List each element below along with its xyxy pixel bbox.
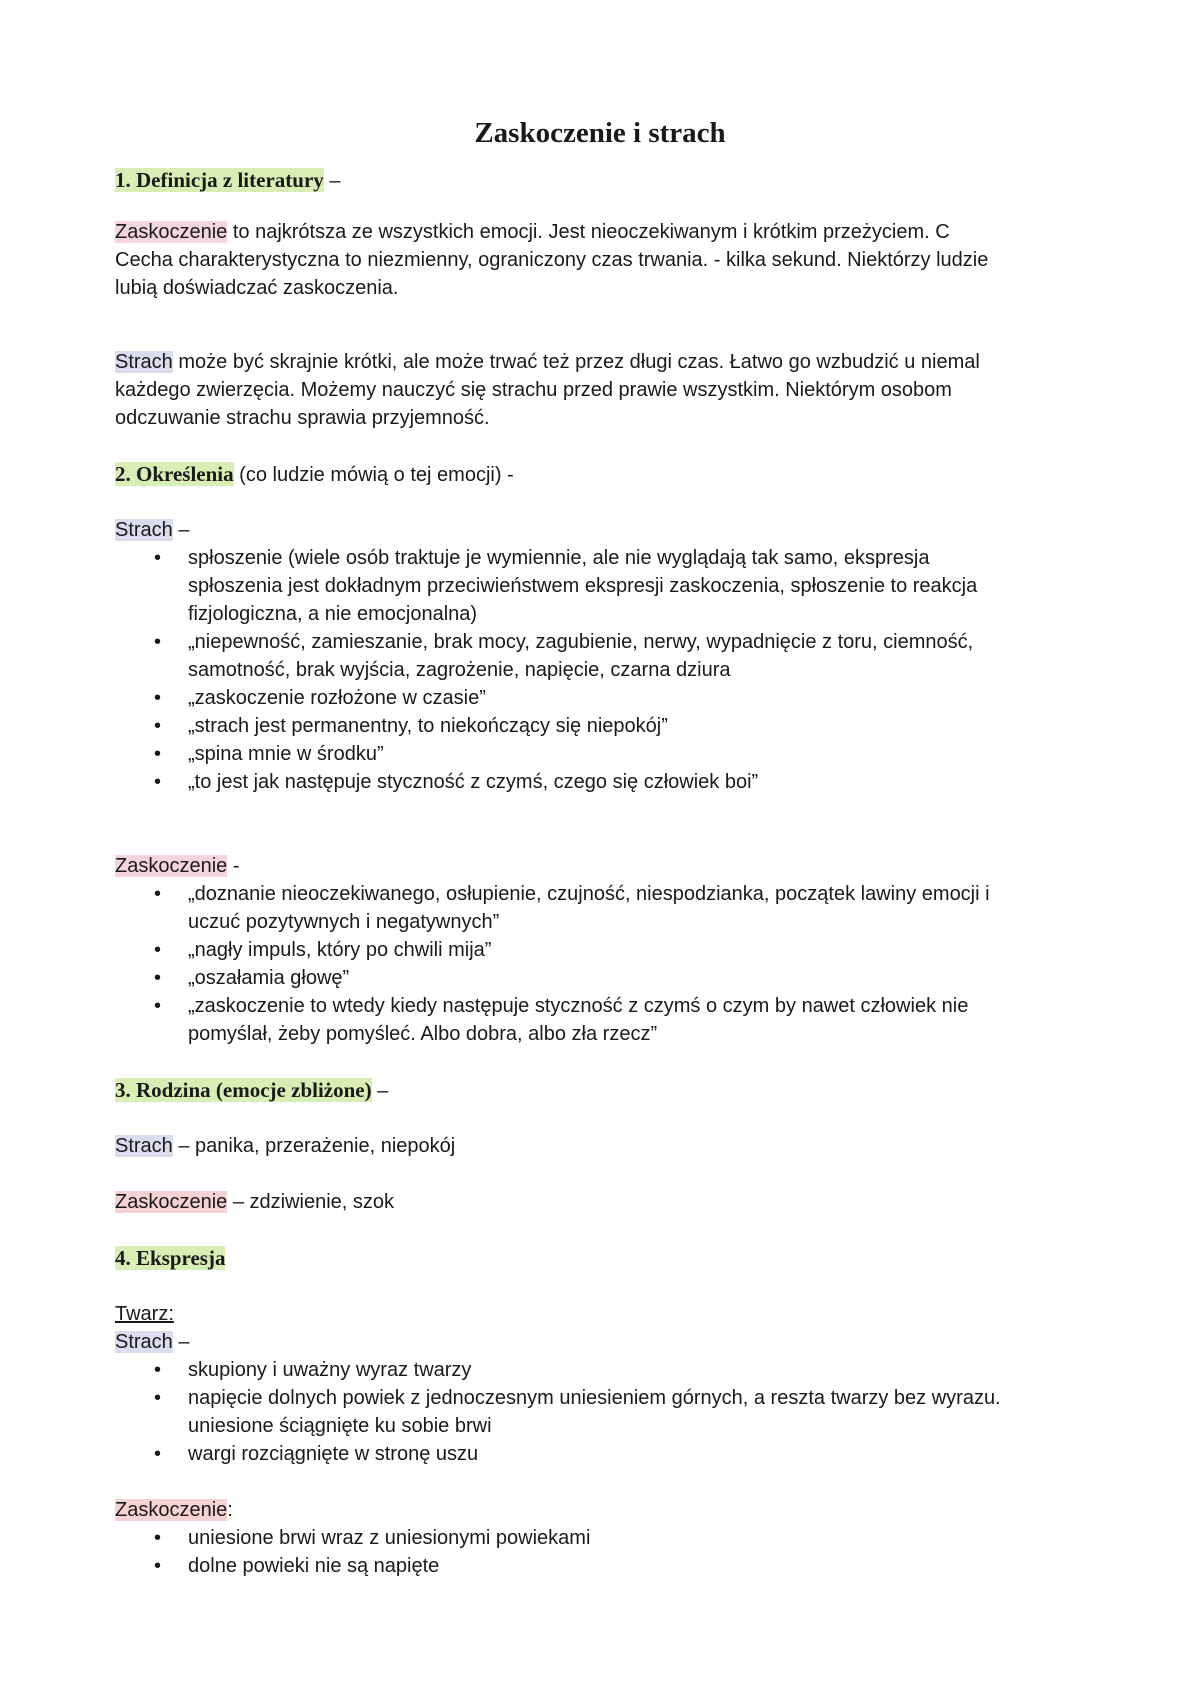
zaskoczenie-label: Zaskoczenie xyxy=(115,221,228,243)
zaskoczenie-label: Zaskoczenie xyxy=(115,855,228,877)
strach-dash: – xyxy=(172,519,190,541)
strach-okreslenia-list xyxy=(140,544,977,796)
list-item-text: „strach jest permanentny, to niekończący się niepokój” xyxy=(188,715,668,737)
document-title: Zaskoczenie i strach xyxy=(474,117,726,149)
section-4-strach-line xyxy=(115,1328,190,1356)
list-item-text: samotność, brak wyjścia, zagrożenie, napięcie, czarna dziura xyxy=(188,659,731,681)
list-item xyxy=(140,1384,1001,1440)
section-1-heading-line xyxy=(115,166,340,195)
section-3-strach-line xyxy=(115,1132,455,1160)
list-item-text: „zaskoczenie to wtedy kiedy następuje styczność z czymś o czym by nawet człowiek nie xyxy=(188,995,969,1017)
list-item-text: spłoszenie (wiele osób traktuje je wymiennie, ale nie wyglądają tak samo, ekspresja xyxy=(188,547,930,569)
list-item xyxy=(140,768,977,796)
list-item xyxy=(140,1440,1001,1468)
list-item xyxy=(140,992,990,1048)
list-item-text: uczuć pozytywnych i negatywnych” xyxy=(188,911,500,933)
list-item-text: napięcie dolnych powiek z jednoczesnym uniesieniem górnych, a reszta twarzy bez wyrazu. xyxy=(188,1387,1001,1409)
list-item-text: „nagły impuls, który po chwili mija” xyxy=(188,939,492,961)
list-item-text: „niepewność, zamieszanie, brak mocy, zagubienie, nerwy, wypadnięcie z toru, ciemność, xyxy=(188,631,974,653)
section-3-heading: 3. Rodzina (emocje zbliżone) xyxy=(115,1078,372,1102)
list-item xyxy=(140,712,977,740)
list-item-text: uniesione ściągnięte ku sobie brwi xyxy=(188,1415,492,1437)
list-item xyxy=(140,628,977,684)
section-1-dash: – xyxy=(323,170,341,192)
strach-label: Strach xyxy=(115,1135,173,1157)
section-2-zaskoczenie-line xyxy=(115,852,240,880)
strach-ekspresja-list xyxy=(140,1356,1001,1468)
section-4-heading: 4. Ekspresja xyxy=(115,1246,226,1270)
zaskoczenie-def-line-3: lubią doświadczać zaskoczenia. xyxy=(115,277,399,299)
zaskoczenie-def-line-1 xyxy=(115,218,950,246)
strach-dash: – xyxy=(172,1331,190,1353)
strach-def-line-2: każdego zwierzęcia. Możemy nauczyć się strachu przed prawie wszystkim. Niektórym osobom xyxy=(115,379,952,401)
zaskoczenie-family-text: – zdziwienie, szok xyxy=(227,1191,395,1213)
list-item-text: „doznanie nieoczekiwanego, osłupienie, czujność, niespodzianka, początek lawiny emocji i xyxy=(188,883,990,905)
zaskoczenie-okreslenia-list xyxy=(140,880,990,1048)
list-item-text: fizjologiczna, a nie emocjonalna) xyxy=(188,603,478,625)
list-item xyxy=(140,880,990,936)
list-item xyxy=(140,936,990,964)
list-item xyxy=(140,544,977,628)
section-4-heading-line xyxy=(115,1244,225,1273)
section-2-rest: (co ludzie mówią o tej emocji) - xyxy=(233,464,514,486)
list-item xyxy=(140,1552,590,1580)
list-item xyxy=(140,740,977,768)
list-item-text: „oszałamia głowę” xyxy=(188,967,350,989)
twarz-label: Twarz: xyxy=(115,1303,174,1325)
strach-family-text: – panika, przerażenie, niepokój xyxy=(172,1135,456,1157)
section-3-zaskoczenie-line xyxy=(115,1188,394,1216)
section-2-strach-line xyxy=(115,516,190,544)
strach-def-text-1: może być skrajnie krótki, ale może trwać też przez długi czas. Łatwo go wzbudzić u niemal xyxy=(172,351,980,373)
list-item-text: dolne powieki nie są napięte xyxy=(188,1555,440,1577)
list-item xyxy=(140,684,977,712)
zaskoczenie-dash: - xyxy=(227,855,240,877)
section-3-dash: – xyxy=(371,1080,389,1102)
section-1-heading: 1. Definicja z literatury xyxy=(115,168,324,192)
list-item-text: skupiony i uważny wyraz twarzy xyxy=(188,1359,472,1381)
zaskoczenie-def-text-1: to najkrótsza ze wszystkich emocji. Jest nieoczekiwanym i krótkim przeżyciem. C xyxy=(227,221,950,243)
strach-label: Strach xyxy=(115,1331,173,1353)
section-3-heading-line xyxy=(115,1076,388,1105)
list-item xyxy=(140,964,990,992)
strach-def-line-3: odczuwanie strachu sprawia przyjemność. xyxy=(115,407,490,429)
list-item-text: uniesione brwi wraz z uniesionymi powiekami xyxy=(188,1527,591,1549)
list-item xyxy=(140,1356,1001,1384)
strach-label: Strach xyxy=(115,351,173,373)
section-2-heading-line xyxy=(115,460,514,489)
list-item-text: wargi rozciągnięte w stronę uszu xyxy=(188,1443,479,1465)
section-4-zaskoczenie-line xyxy=(115,1496,233,1524)
list-item-text: spłoszenia jest dokładnym przeciwieństwem ekspresji zaskoczenia, spłoszenie to reakcja xyxy=(188,575,978,597)
zaskoczenie-def-line-2: Cecha charakterystyczna to niezmienny, ograniczony czas trwania. - kilka sekund. Niektórzy ludzie xyxy=(115,249,989,271)
zaskoczenie-label: Zaskoczenie xyxy=(115,1191,228,1213)
section-2-heading: 2. Określenia xyxy=(115,462,234,486)
list-item-text: pomyślał, żeby pomyśleć. Albo dobra, albo zła rzecz” xyxy=(188,1023,658,1045)
strach-def-line-1 xyxy=(115,348,980,376)
list-item-text: „spina mnie w środku” xyxy=(188,743,384,765)
zaskoczenie-colon: : xyxy=(227,1499,233,1521)
list-item xyxy=(140,1524,590,1552)
strach-label: Strach xyxy=(115,519,173,541)
list-item-text: „to jest jak następuje styczność z czymś, czego się człowiek boi” xyxy=(188,771,759,793)
zaskoczenie-ekspresja-list xyxy=(140,1524,590,1580)
zaskoczenie-label: Zaskoczenie xyxy=(115,1499,228,1521)
list-item-text: „zaskoczenie rozłożone w czasie” xyxy=(188,687,486,709)
